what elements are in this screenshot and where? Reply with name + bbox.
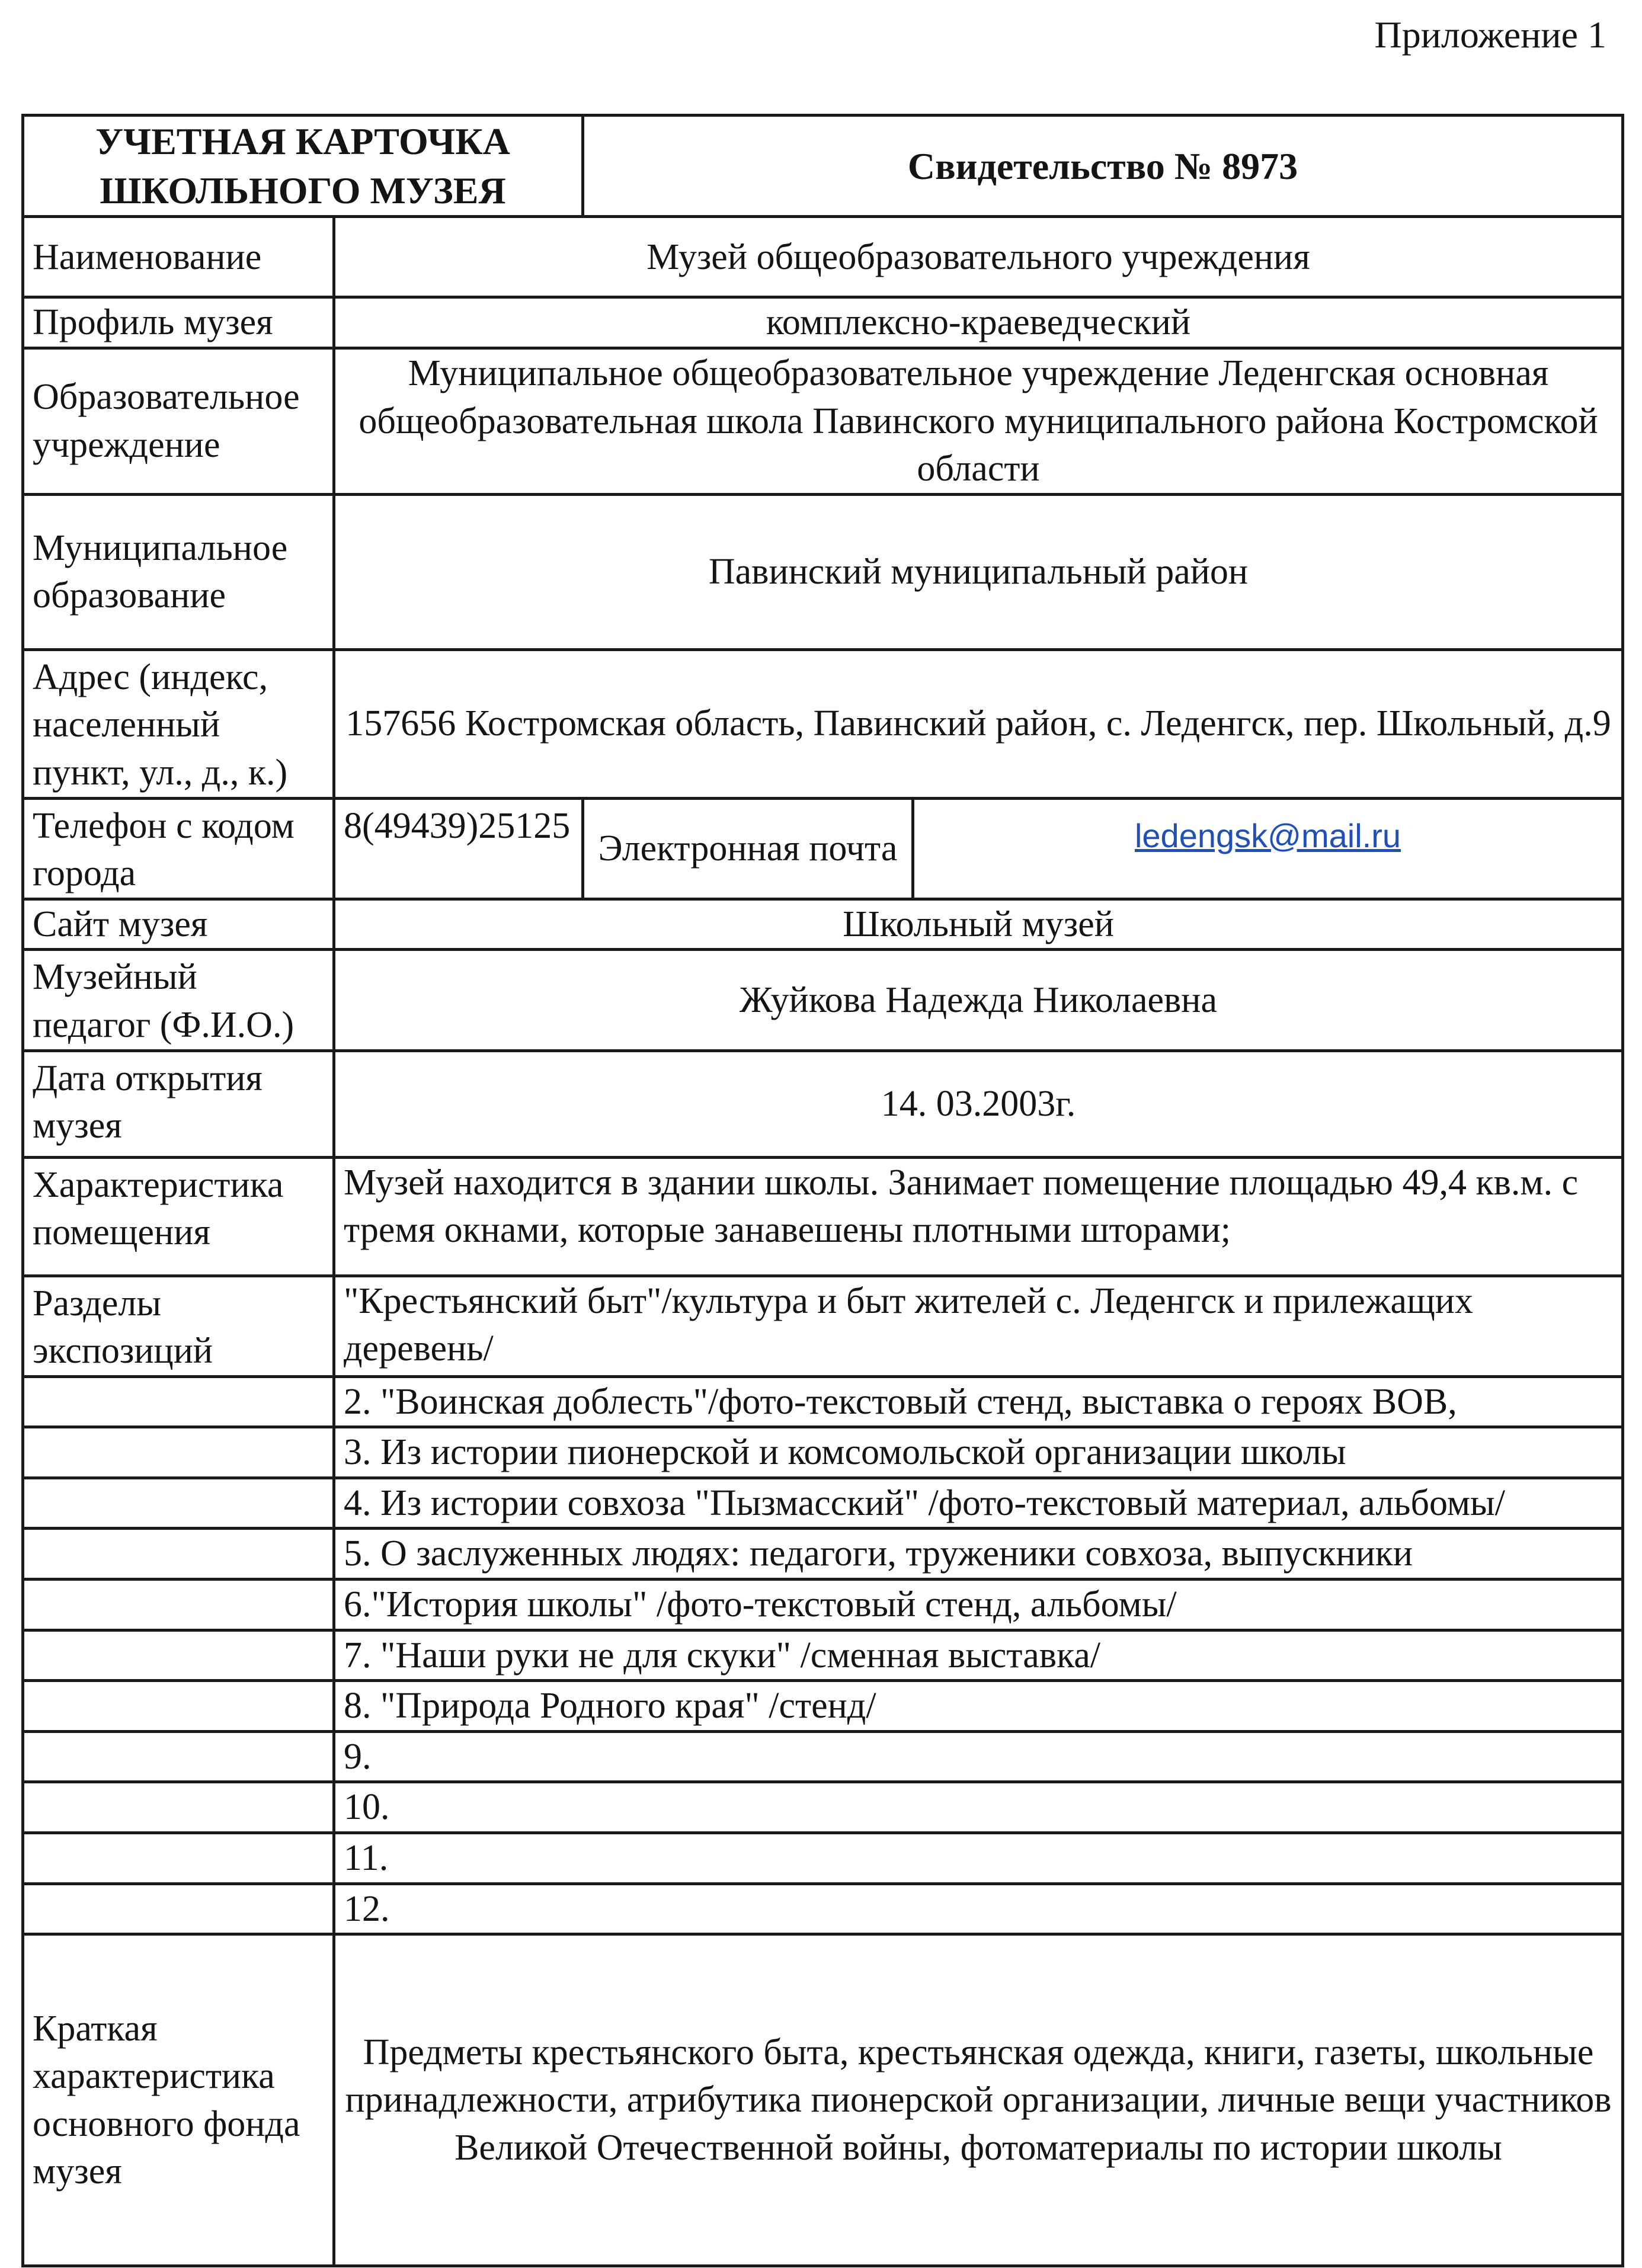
empty-label-cell (23, 1427, 334, 1478)
label-institution: Образовательное учреждение (23, 348, 334, 494)
value-name: Музей общеобразовательного учреждения (334, 217, 1623, 297)
row-name (23, 217, 1623, 297)
appendix-label: Приложение 1 (1374, 14, 1606, 56)
section-item: 3. Из истории пионерской и комсомольской организации школы (334, 1427, 1623, 1478)
row-section (23, 1529, 1623, 1580)
row-section (23, 1681, 1623, 1732)
row-profile (23, 297, 1623, 348)
museum-registration-card (21, 114, 1624, 2267)
empty-label-cell (23, 1376, 334, 1427)
section-item: "Крестьянский быт"/культура и быт жителей с. Леденгск и прилежащих деревень/ (334, 1276, 1623, 1376)
certificate-number: Свидетельство № 8973 (583, 116, 1623, 217)
row-section (23, 1580, 1623, 1630)
card-title: УЧЕТНАЯ КАРТОЧКА ШКОЛЬНОГО МУЗЕЯ (23, 116, 583, 217)
value-fund: Предметы крестьянского быта, крестьянская одежда, книги, газеты, школьные принадлежности, атрибутика пионерской организации, личные вещи участников Великой Отечественной войны, фотоматериалы по истории школы (334, 1934, 1623, 2266)
section-item: 10. (334, 1782, 1623, 1833)
empty-label-cell (23, 1833, 334, 1884)
row-section (23, 1782, 1623, 1833)
header-row (23, 116, 1623, 217)
section-item: 2. "Воинская доблесть"/фото-текстовый стенд, выставка о героях ВОВ, (334, 1376, 1623, 1427)
section-item: 8. "Природа Родного края" /стенд/ (334, 1681, 1623, 1732)
email-link[interactable]: ledengsk@mail.ru (1134, 816, 1401, 854)
row-educator (23, 950, 1623, 1050)
empty-label-cell (23, 1529, 334, 1580)
row-institution (23, 348, 1623, 494)
row-opening-date (23, 1050, 1623, 1157)
empty-label-cell (23, 1478, 334, 1529)
value-institution: Муниципальное общеобразовательное учреждение Леденгская основная общеобразовательная школа Павинского муниципального района Костромской области (334, 348, 1623, 494)
row-section (23, 1630, 1623, 1681)
label-email: Электронная почта (583, 798, 913, 899)
row-municipality (23, 494, 1623, 649)
label-fund: Краткая характеристика основного фонда музея (23, 1934, 334, 2266)
label-municipality: Муниципальное образование (23, 494, 334, 649)
value-premises: Музей находится в здании школы. Занимает помещение площадью 49,4 кв.м. с тремя окнами, которые занавешены плотными шторами; (334, 1157, 1623, 1276)
section-item: 6."История школы" /фото-текстовый стенд, альбомы/ (334, 1580, 1623, 1630)
row-section (23, 1731, 1623, 1782)
label-sections: Разделы экспозиций (23, 1276, 334, 1376)
label-premises: Характеристика помещения (23, 1157, 334, 1276)
row-sections-first (23, 1276, 1623, 1376)
empty-label-cell (23, 1883, 334, 1934)
label-name: Наименование (23, 217, 334, 297)
label-site: Сайт музея (23, 899, 334, 950)
section-item: 7. "Наши руки не для скуки" /сменная выставка/ (334, 1630, 1623, 1681)
empty-label-cell (23, 1630, 334, 1681)
empty-label-cell (23, 1580, 334, 1630)
label-phone: Телефон с кодом города (23, 798, 334, 899)
section-item: 12. (334, 1883, 1623, 1934)
section-item: 4. Из истории совхоза "Пызмасский" /фото-текстовый материал, альбомы/ (334, 1478, 1623, 1529)
value-site: Школьный музей (334, 899, 1623, 950)
label-educator: Музейный педагог (Ф.И.О.) (23, 950, 334, 1050)
value-address: 157656 Костромская область, Павинский район, с. Леденгск, пер. Школьный, д.9 (334, 649, 1623, 798)
label-opening-date: Дата открытия музея (23, 1050, 334, 1157)
section-item: 5. О заслуженных людях: педагоги, труженики совхоза, выпускники (334, 1529, 1623, 1580)
section-item: 11. (334, 1833, 1623, 1884)
row-section (23, 1478, 1623, 1529)
email-cell (913, 798, 1623, 899)
row-site (23, 899, 1623, 950)
row-contacts (23, 798, 1623, 899)
empty-label-cell (23, 1731, 334, 1782)
row-section (23, 1376, 1623, 1427)
empty-label-cell (23, 1782, 334, 1833)
row-fund (23, 1934, 1623, 2266)
value-educator: Жуйкова Надежда Николаевна (334, 950, 1623, 1050)
value-profile: комплексно-краеведческий (334, 297, 1623, 348)
row-section (23, 1883, 1623, 1934)
row-section (23, 1833, 1623, 1884)
section-item: 9. (334, 1731, 1623, 1782)
value-municipality: Павинский муниципальный район (334, 494, 1623, 649)
row-section (23, 1427, 1623, 1478)
row-premises (23, 1157, 1623, 1276)
label-address: Адрес (индекс, населенный пункт, ул., д., к.) (23, 649, 334, 798)
value-opening-date: 14. 03.2003г. (334, 1050, 1623, 1157)
value-phone: 8(49439)25125 (334, 798, 583, 899)
row-address (23, 649, 1623, 798)
label-profile: Профиль музея (23, 297, 334, 348)
empty-label-cell (23, 1681, 334, 1732)
